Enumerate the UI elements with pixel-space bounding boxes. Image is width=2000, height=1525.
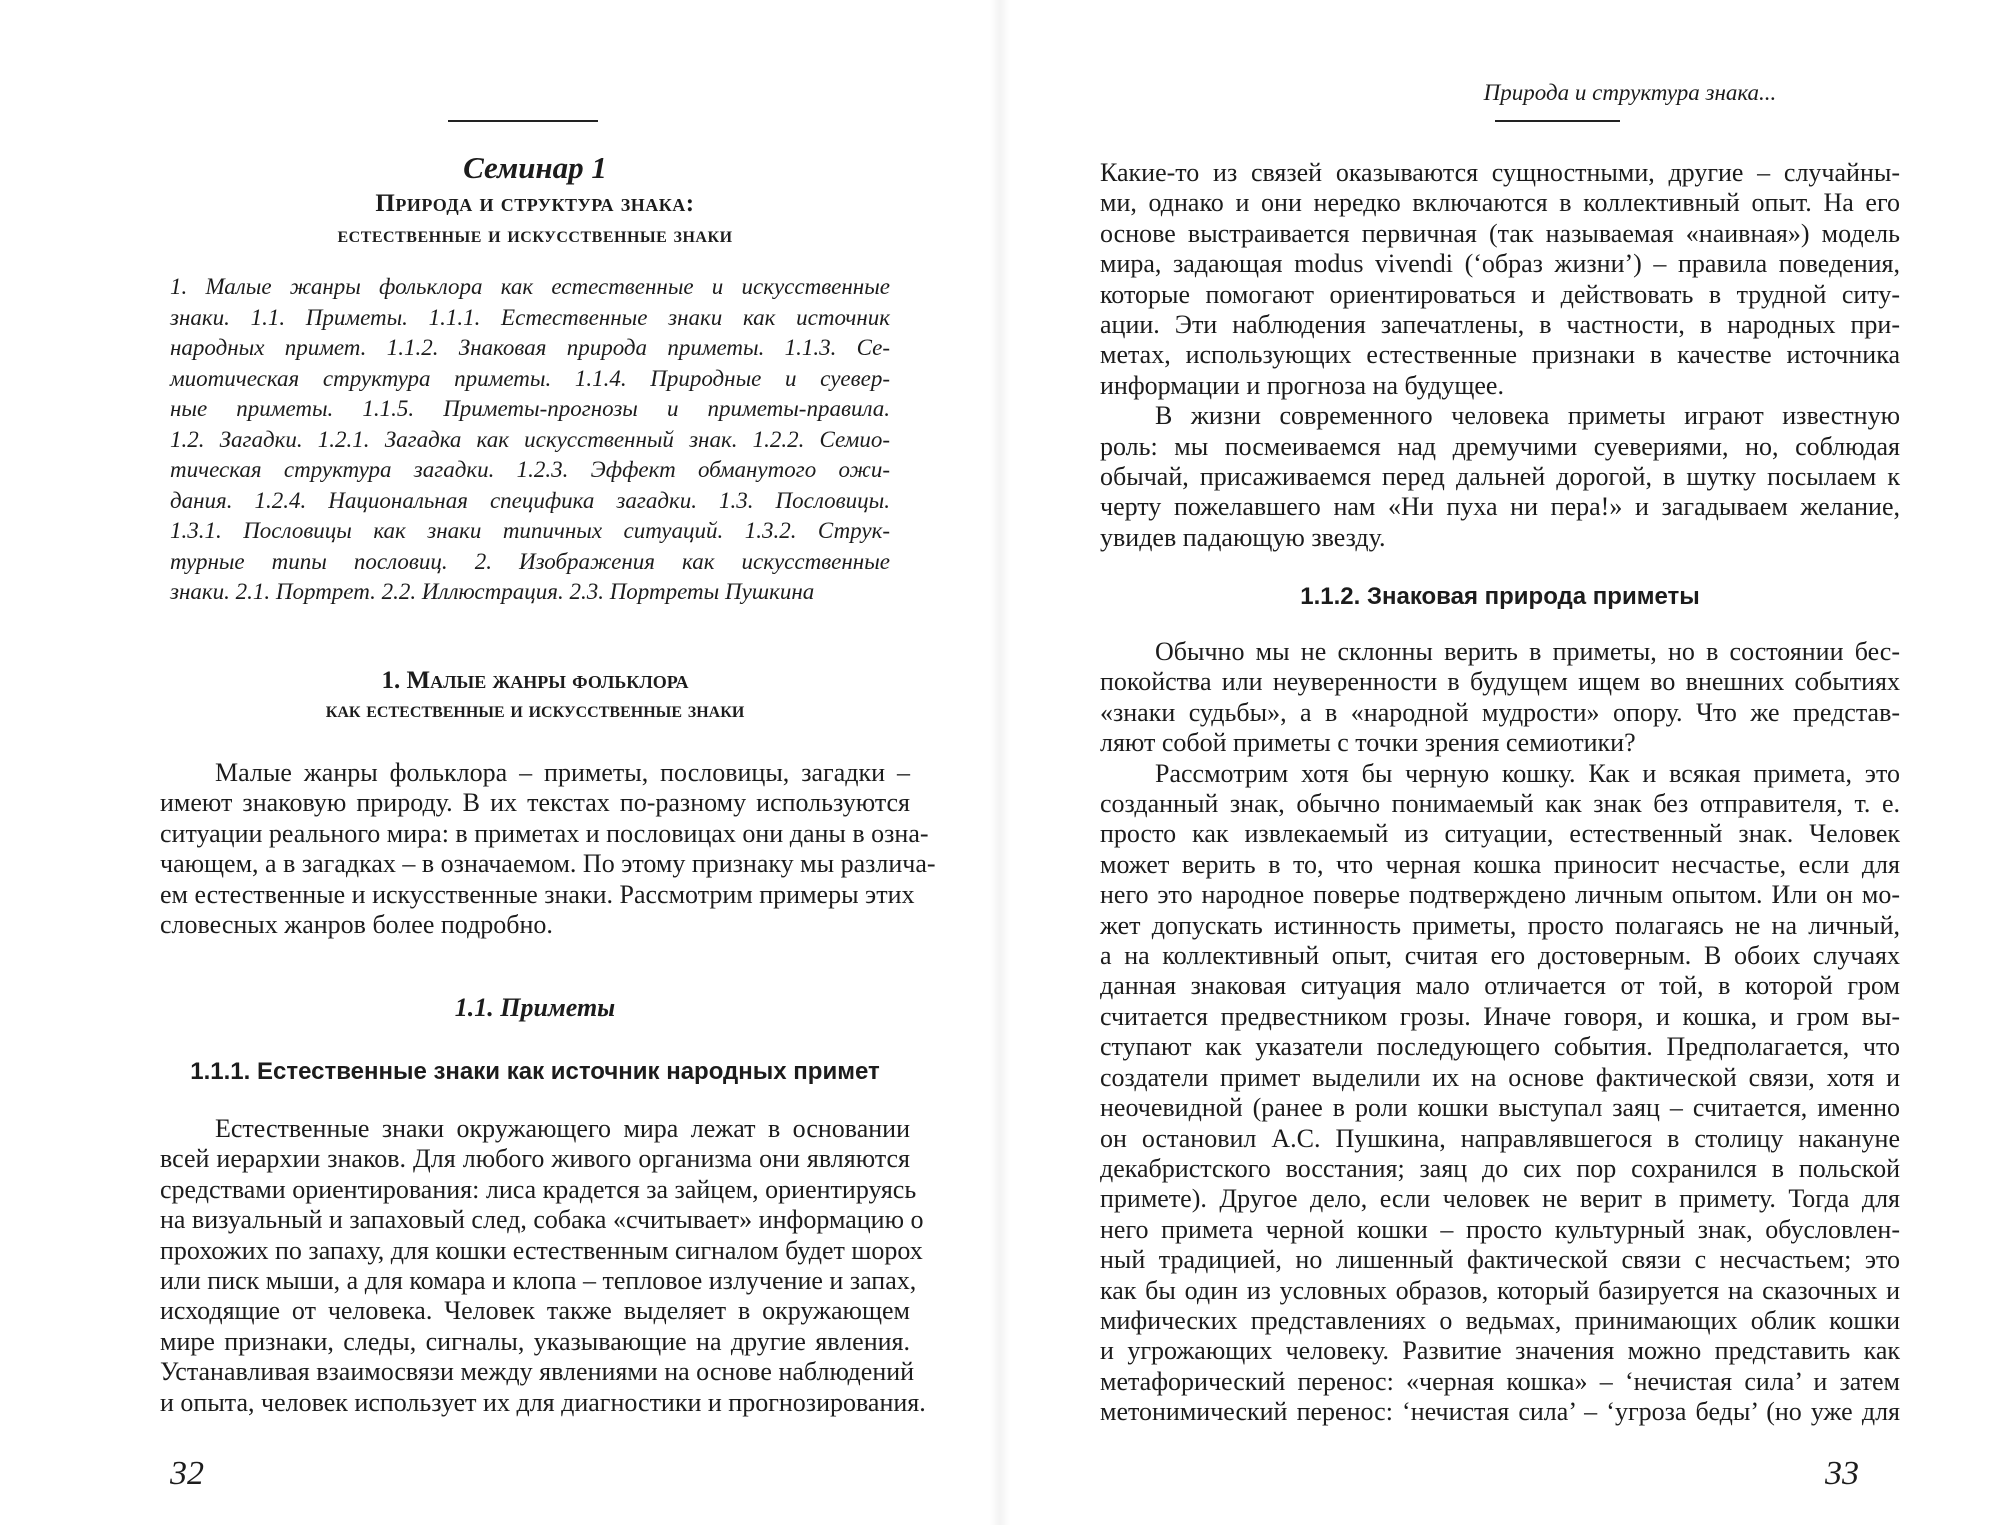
text-line: примете). Другое дело, если человек не верит в примету. Тогда для (1100, 1184, 1900, 1214)
text-line: ситуации реального мира: в приметах и пословицах они даны в озна- (160, 818, 929, 848)
page-number: 32 (170, 1455, 204, 1492)
text-line: Малые жанры фольклора – приметы, пословицы, загадки – (215, 758, 910, 787)
text-line: а на коллективный опыт, считая его достоверным. В обоих случаях (1100, 941, 1900, 971)
text-line: созданный знак, обычно понимаемый как знак без отправителя, т. е. (1100, 789, 1900, 819)
text-line: ный традицией, но лишенный фактической связи с несчастьем; это (1100, 1245, 1900, 1275)
paragraph-c-d (1100, 637, 1900, 1428)
text-line: он остановил А.С. Пушкина, направлявшегося в столицу накануне (1100, 1123, 1900, 1153)
text-line: Обычно мы не склонны верить в приметы, но в состоянии бес- (1155, 637, 1900, 666)
seminar-abstract (170, 272, 890, 608)
text-line: словесных жанров более подробно. (160, 910, 553, 940)
text-line: ем естественные и искусственные знаки. Рассмотрим примеры этих (160, 879, 915, 909)
section-heading-line-2: как естественные и искусственные знаки (325, 697, 745, 722)
heading-1-1-1: 1.1.1. Естественные знаки как источник народных примет (190, 1058, 880, 1085)
text-line: может верить в то, что черная кошка приносит несчастье, если для (1100, 849, 1900, 879)
text-line: ляют собой приметы с точки зрения семиотики? (1100, 728, 1636, 758)
text-line: данная знаковая ситуация мало отличается от той, в которой гром (1100, 971, 1900, 1001)
text-line: него примета черной кошки – просто культурный знак, обусловлен- (1100, 1214, 1900, 1244)
page-number: 33 (1825, 1455, 1859, 1492)
abstract-line: турные типы пословиц. 2. Изображения как искусственные (170, 548, 890, 574)
text-line: увидев падающую звезду. (1100, 522, 1386, 552)
text-line: черту пожелавшего нам «Ни пуха ни пера!» и загадываем желание, (1100, 492, 1900, 522)
seminar-title: Семинар 1 (463, 150, 607, 185)
abstract-line: 1. Малые жанры фольклора как естественные и искусственные (170, 274, 890, 299)
text-line: имеют знаковую природу. В их текстах по-разному используются (160, 788, 910, 818)
text-line: которые помогают ориентироваться и действовать в трудной ситу- (1100, 279, 1900, 309)
abstract-line: 1.2. Загадки. 1.2.1. Загадка как искусственный знак. 1.2.2. Семио- (170, 426, 890, 452)
text-line: чающем, а в загадках – в означаемом. По этому признаку мы различа- (160, 849, 936, 879)
abstract-line: народных примет. 1.1.2. Знаковая природа приметы. 1.1.3. Се- (170, 335, 890, 360)
paragraph-a (1100, 158, 1900, 553)
running-head: Природа и структура знака... (1483, 80, 1777, 105)
text-line: считается предвестником грозы. Иначе говоря, и кошка, и гром вы- (1100, 1001, 1900, 1031)
text-line: «знаки судьбы», а в «народной мудрости» опору. Что же представ- (1100, 697, 1900, 727)
abstract-line: знаки. 1.1. Приметы. 1.1.1. Естественные знаки как источник (170, 304, 890, 330)
seminar-subtitle-2: естественные и искусственные знаки (337, 222, 733, 247)
abstract-line: дания. 1.2.4. Национальная специфика загадки. 1.3. Пословицы. (170, 487, 890, 513)
abstract-line: 1.3.1. Пословицы как знаки типичных ситуаций. 1.3.2. Струк- (170, 518, 890, 543)
text-line: него это народное поверье подтверждено личным опытом. Или он мо- (1100, 880, 1900, 910)
seminar-subtitle-1: Природа и структура знака: (375, 190, 695, 217)
section-heading-line-1: 1. Малые жанры фольклора (381, 667, 689, 694)
text-line: покойства или неуверенности в будущем ищем во внешних событиях (1100, 667, 1900, 697)
abstract-line: ные приметы. 1.1.5. Приметы-прогнозы и приметы-правила. (170, 396, 890, 421)
abstract-line: тическая структура загадки. 1.2.3. Эффект обманутого ожи- (170, 457, 890, 482)
right-page (1000, 0, 2000, 1525)
text-line: мире признаки, следы, сигналы, указывающие на другие явления. (160, 1326, 910, 1356)
text-line: и угрожающих человеку. Развитие значения можно представить как (1100, 1336, 1900, 1366)
text-line: В жизни современного человека приметы играют известную (1155, 401, 1900, 431)
text-line: метафорический перенос: «черная кошка» – ‘нечистая сила’ и затем (1100, 1366, 1900, 1396)
text-line: средствами ориентирования: лиса крадется за зайцем, ориентируясь (160, 1174, 917, 1204)
text-line: декабристского восстания; заяц до сих пор сохранился в польской (1100, 1153, 1900, 1183)
text-line: на визуальный и запаховый след, собака «считывает» информацию о (160, 1205, 924, 1235)
text-line: неочевидной (ранее в роли кошки выступал заяц – считается, именно (1100, 1093, 1900, 1123)
text-line: исходящие от человека. Человек также выделяет в окружающем (160, 1296, 910, 1326)
heading-1-1: 1.1. Приметы (454, 993, 616, 1022)
text-line: метах, использующих естественные признаки в качестве источника (1100, 340, 1900, 370)
text-line: метонимический перенос: ‘нечистая сила’ – ‘угроза беды’ (но уже для (1100, 1397, 1900, 1427)
text-line: всей иерархии знаков. Для любого живого организма они являются (160, 1144, 910, 1174)
text-line: или писк мыши, а для комара и клопа – тепловое излучение и запах, (160, 1266, 917, 1296)
text-line: основе выстраивается первичная (так называемая «наивная») модель (1100, 218, 1900, 248)
abstract-line: миотическая структура приметы. 1.1.4. Природные и суевер- (170, 365, 890, 391)
text-line: Рассмотрим хотя бы черную кошку. Как и всякая примета, это (1155, 758, 1900, 788)
text-line: как бы один из условных образов, который базируется на сказочных и (1100, 1275, 1900, 1305)
text-line: мира, задающая modus vivendi (‘образ жизни’) – правила поведения, (1100, 249, 1900, 279)
text-line: и опыта, человек использует их для диагностики и прогнозирования. (160, 1387, 926, 1417)
top-rule (448, 120, 598, 122)
text-line: мифических представлениях о ведьмах, принимающих облик кошки (1100, 1305, 1900, 1335)
text-line: Устанавливая взаимосвязи между явлениями на основе наблюдений (160, 1357, 915, 1387)
text-line: роль: мы посмеиваемся над дремучими суевериями, но, соблюдая (1100, 431, 1900, 461)
text-line: прохожих по запаху, для кошки естественным сигналом будет шорох (160, 1235, 923, 1265)
text-line: Естественные знаки окружающего мира лежат в основании (215, 1114, 910, 1143)
running-head-rule (1495, 120, 1620, 122)
text-line: информации и прогноза на будущее. (1100, 370, 1504, 400)
abstract-line: знаки. 2.1. Портрет. 2.2. Иллюстрация. 2.3. Портреты Пушкина (170, 579, 815, 604)
text-line: жет допускать истинность приметы, просто полагаясь не на личный, (1100, 910, 1900, 940)
text-line: ми, однако и они нередко включаются в коллективный опыт. На его (1100, 188, 1900, 218)
text-line: ации. Эти наблюдения запечатлены, в частности, в народных при- (1100, 310, 1900, 340)
heading-1-1-2: 1.1.2. Знаковая природа приметы (1300, 583, 1700, 610)
paragraph-1-1-1 (160, 1114, 926, 1418)
text-line: просто как извлекаемый из ситуации, естественный знак. Человек (1100, 819, 1900, 849)
text-line: обычай, присаживаемся перед дальней дорогой, в шутку посылаем к (1100, 462, 1900, 492)
section-intro-paragraph (160, 758, 936, 940)
text-line: ступают как указатели последующего события. Предполагается, что (1100, 1032, 1900, 1062)
text-line: создатели примет выделили их на основе фактической связи, хотя и (1100, 1062, 1900, 1092)
text-line: Какие-то из связей оказываются сущностными, другие – случайны- (1100, 158, 1900, 187)
